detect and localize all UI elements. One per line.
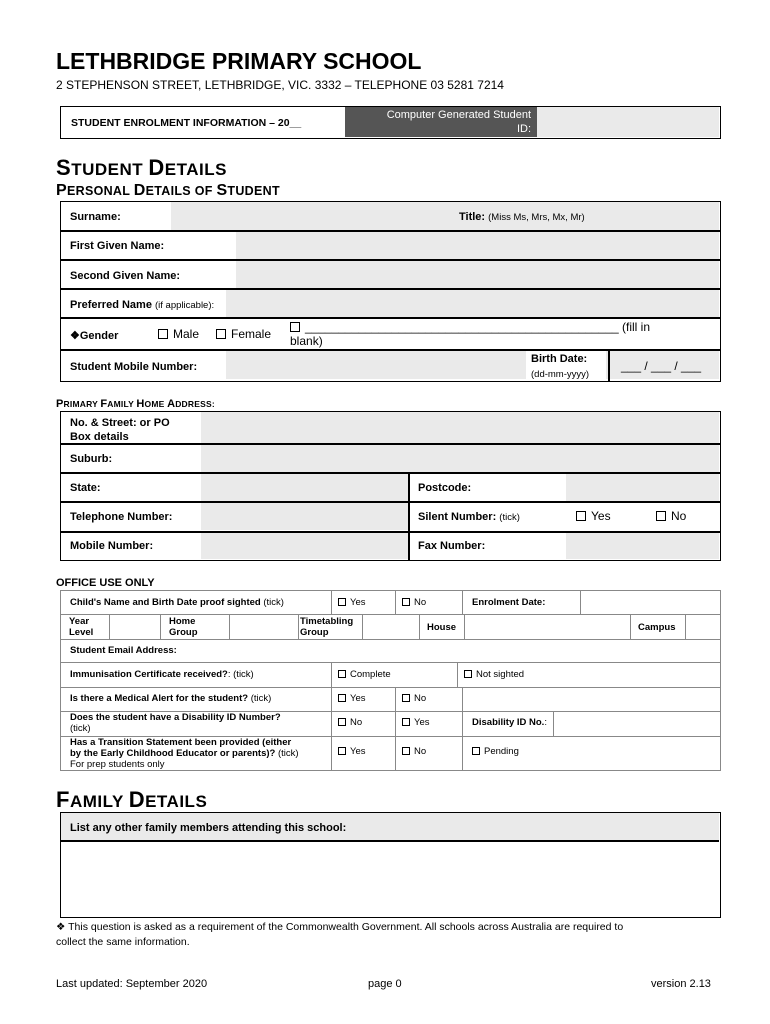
- birth-date-blank[interactable]: ___ / ___ / ___: [621, 359, 702, 373]
- immunisation-complete-option[interactable]: Complete: [338, 669, 391, 680]
- student-id-label: Computer Generated Student ID:: [386, 109, 531, 135]
- mobile-label: Mobile Number:: [70, 540, 154, 552]
- home-address-heading: PRIMARY FAMILY HOME ADDRESS:: [56, 398, 215, 410]
- family-list-field[interactable]: [62, 842, 718, 916]
- school-name: LETHBRIDGE PRIMARY SCHOOL: [56, 48, 422, 74]
- disability-no-option[interactable]: No: [338, 717, 362, 728]
- footnote: ❖ This question is asked as a requirement of the Commonwealth Government. All schools across Australia are required to collect the same information.: [56, 921, 624, 948]
- house-label: House: [427, 622, 457, 633]
- timetabling-group-label: Timetabling Group: [300, 616, 354, 638]
- mobile-field[interactable]: [201, 532, 408, 559]
- family-list-label: List any other family members attending this school:: [70, 822, 347, 834]
- disability-id-label: Disability ID No.:: [472, 717, 547, 728]
- checkbox-icon[interactable]: [338, 747, 346, 755]
- medical-no-option[interactable]: No: [402, 693, 426, 704]
- second-name-label: Second Given Name:: [70, 270, 181, 282]
- silent-number-label: Silent Number: (tick): [418, 511, 520, 523]
- checkbox-icon[interactable]: [216, 329, 226, 339]
- gender-male-option[interactable]: Male: [158, 327, 199, 341]
- title-label: Title: (Miss Ms, Mrs, Mx, Mr): [459, 211, 585, 223]
- footer-version: version 2.13: [651, 978, 711, 990]
- surname-field[interactable]: [171, 202, 719, 230]
- office-use-heading: OFFICE USE ONLY: [56, 577, 155, 589]
- state-label: State:: [70, 482, 101, 494]
- immunisation-not-sighted-option[interactable]: Not sighted: [464, 669, 524, 680]
- gender-other-option[interactable]: _______________________________________________ (fill in blank): [290, 320, 651, 348]
- student-id-field[interactable]: [537, 107, 719, 137]
- personal-details-table: [60, 201, 721, 382]
- checkbox-icon[interactable]: [472, 747, 480, 755]
- proof-sighted-label: Child's Name and Birth Date proof sighted (tick): [70, 597, 284, 608]
- footer-page: page 0: [368, 978, 402, 990]
- student-email-label: Student Email Address:: [70, 645, 177, 656]
- disability-yes-option[interactable]: Yes: [402, 717, 430, 728]
- campus-label: Campus: [638, 622, 676, 633]
- fax-label: Fax Number:: [418, 540, 486, 552]
- checkbox-icon[interactable]: [576, 511, 586, 521]
- postcode-field[interactable]: [566, 474, 719, 501]
- proof-yes-option[interactable]: Yes: [338, 597, 366, 608]
- transition-pending-option[interactable]: Pending: [472, 746, 519, 757]
- first-name-label: First Given Name:: [70, 240, 165, 252]
- proof-no-option[interactable]: No: [402, 597, 426, 608]
- medical-alert-label: Is there a Medical Alert for the student? (tick): [70, 693, 272, 704]
- personal-details-heading: PERSONAL DETAILS OF STUDENT: [56, 182, 280, 199]
- suburb-field[interactable]: [201, 445, 719, 472]
- telephone-label: Telephone Number:: [70, 511, 173, 523]
- checkbox-icon[interactable]: [402, 747, 410, 755]
- telephone-field[interactable]: [201, 503, 408, 530]
- transition-no-option[interactable]: No: [402, 746, 426, 757]
- enrolment-date-label: Enrolment Date:: [472, 597, 546, 608]
- silent-no-option[interactable]: No: [656, 509, 686, 523]
- enrolment-label: STUDENT ENROLMENT INFORMATION – 20__: [71, 117, 302, 129]
- gender-female-option[interactable]: Female: [216, 327, 271, 341]
- suburb-label: Suburb:: [70, 453, 113, 465]
- checkbox-icon[interactable]: [158, 329, 168, 339]
- birth-date-format: (dd-mm-yyyy): [531, 369, 590, 380]
- state-field[interactable]: [201, 474, 408, 501]
- silent-yes-option[interactable]: Yes: [576, 509, 611, 523]
- family-details-heading: FAMILY DETAILS: [56, 787, 208, 812]
- surname-label: Surname:: [70, 211, 121, 223]
- checkbox-icon[interactable]: [402, 598, 410, 606]
- second-name-field[interactable]: [236, 261, 719, 288]
- checkbox-icon[interactable]: [338, 694, 346, 702]
- preferred-name-label: Preferred Name (if applicable):: [70, 299, 215, 311]
- gender-label: ❖Gender: [70, 330, 119, 342]
- checkbox-icon[interactable]: [338, 718, 346, 726]
- checkbox-icon[interactable]: [656, 511, 666, 521]
- medical-yes-option[interactable]: Yes: [338, 693, 366, 704]
- year-level-label: Year Level: [69, 616, 94, 638]
- checkbox-icon[interactable]: [338, 670, 346, 678]
- street-label: No. & Street: or PO Box details: [70, 417, 170, 443]
- street-field[interactable]: [201, 412, 719, 443]
- footer-updated: Last updated: September 2020: [56, 978, 208, 990]
- checkbox-icon[interactable]: [402, 694, 410, 702]
- transition-label: Has a Transition Statement been provided (either by the Early Childhood Educator or parents)? (tick) For prep students only: [70, 737, 299, 770]
- mobile-field[interactable]: [226, 351, 526, 379]
- transition-yes-option[interactable]: Yes: [338, 746, 366, 757]
- home-group-label: Home Group: [169, 616, 198, 638]
- school-address: 2 STEPHENSON STREET, LETHBRIDGE, VIC. 3332 – TELEPHONE 03 5281 7214: [56, 78, 504, 92]
- disability-label: Does the student have a Disability ID Number? (tick): [70, 712, 281, 734]
- student-details-heading: STUDENT DETAILS: [56, 155, 227, 180]
- immunisation-label: Immunisation Certificate received?: (tick): [70, 669, 254, 680]
- fax-field[interactable]: [566, 532, 719, 559]
- first-name-field[interactable]: [236, 232, 719, 259]
- checkbox-icon[interactable]: [464, 670, 472, 678]
- checkbox-icon[interactable]: [290, 322, 300, 332]
- preferred-name-field[interactable]: [226, 290, 719, 317]
- checkbox-icon[interactable]: [338, 598, 346, 606]
- birth-date-label: Birth Date:: [531, 353, 588, 365]
- checkbox-icon[interactable]: [402, 718, 410, 726]
- student-mobile-label: Student Mobile Number:: [70, 361, 198, 373]
- postcode-label: Postcode:: [418, 482, 472, 494]
